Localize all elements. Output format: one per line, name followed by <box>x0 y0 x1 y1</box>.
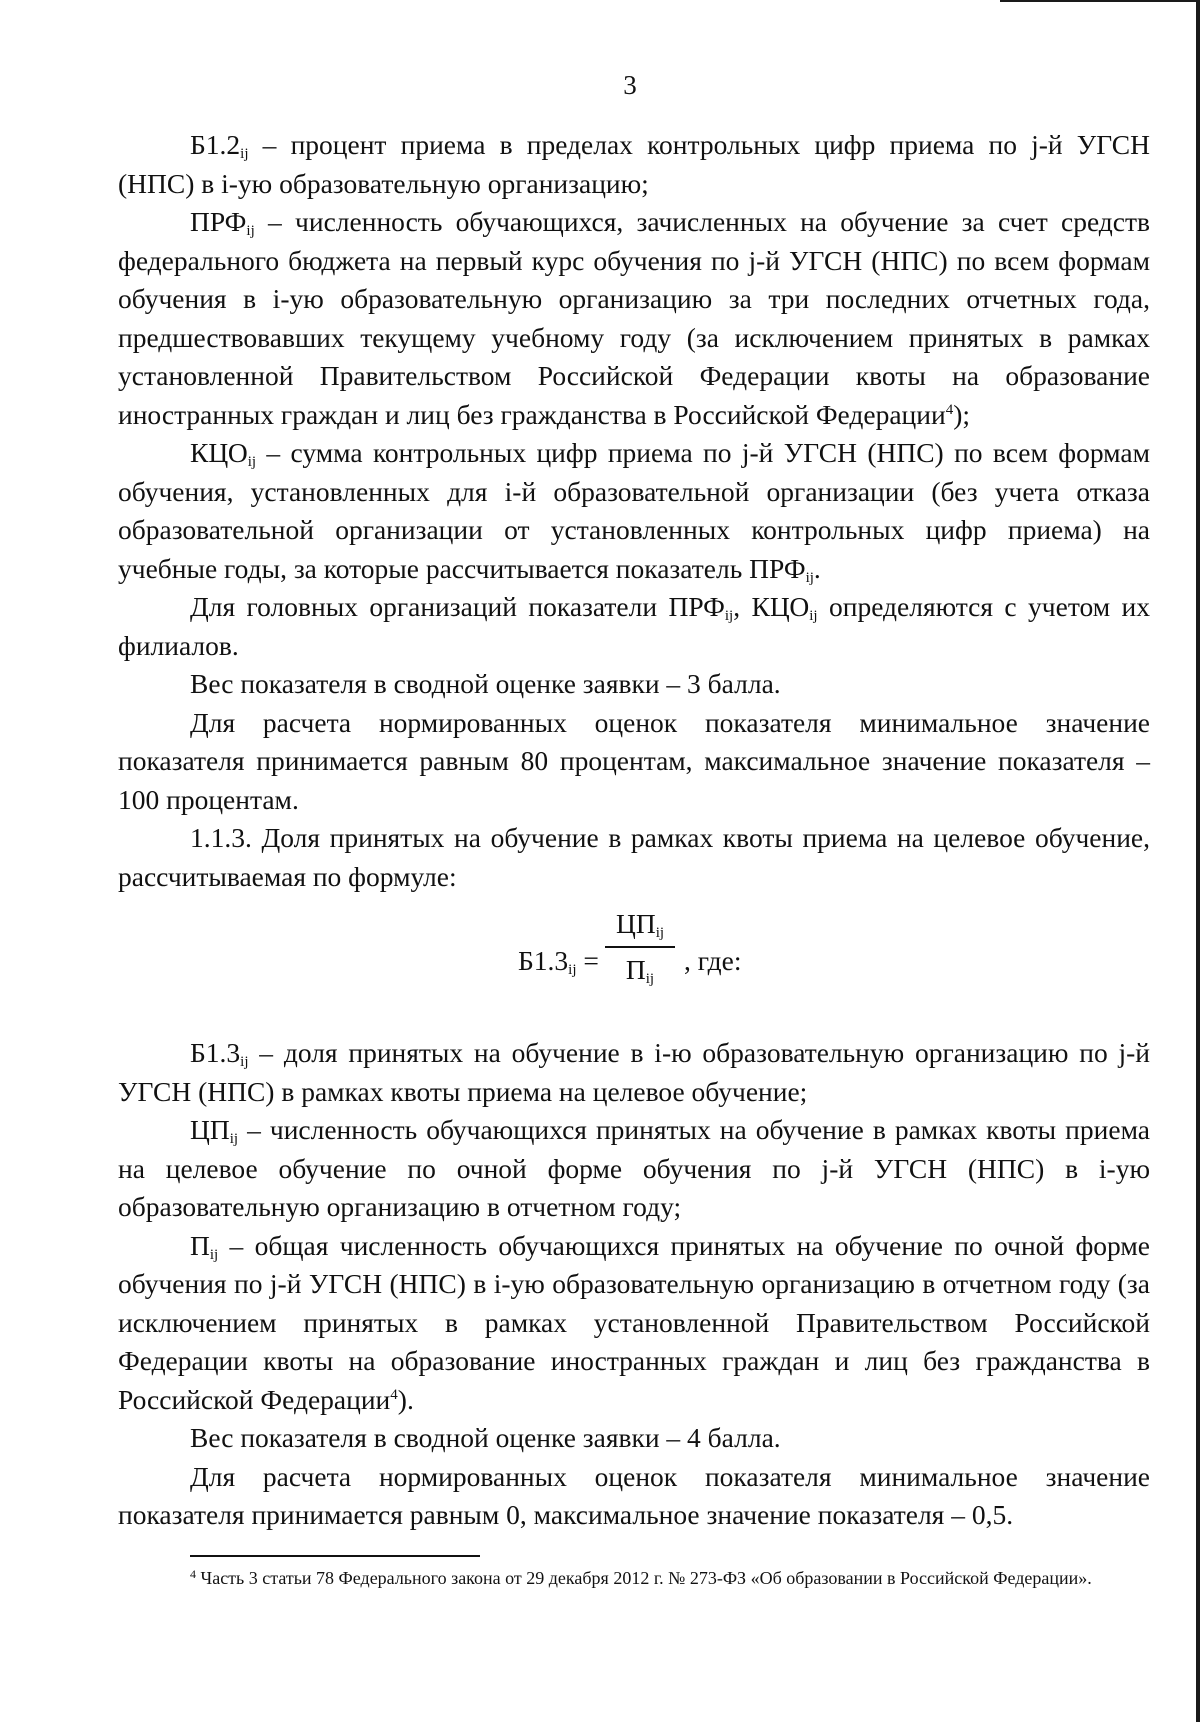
definition-tail: . <box>813 552 821 584</box>
term-p: П <box>190 1229 210 1261</box>
formula-fraction <box>605 906 675 988</box>
footnote-reference: 4 <box>390 1386 398 1403</box>
subscript-ij: ij <box>229 1131 239 1147</box>
paragraph-section-1-1-3: 1.1.3. Доля принятых на обучение в рамках квоты приема на целевое обучение, рассчитываемая по формуле: <box>118 822 1150 892</box>
formula-denominator <box>605 952 675 988</box>
definition-tail: ). <box>397 1383 414 1415</box>
subscript-ij: ij <box>645 971 655 987</box>
definition-text: – численность обучающихся, зачисленных на обучение за счет средств федерального бюджета на первый курс обучения по j-й УГСН (НПС) по всем формам обучения в i-ую образовательную организацию за три последних отчетных года, предшествовавших текущему учебному году (за исключением принятых в рамках установленной Правительством Российской Федерации квоты на образование иностранных граждан и лиц без гражданства в Российской Федерации <box>118 206 1150 430</box>
scan-border-top <box>1000 0 1200 2</box>
term-kco: КЦО <box>190 437 248 468</box>
formula-lhs-term: Б1.3 <box>518 945 569 976</box>
subscript-ij: ij <box>805 569 814 586</box>
subscript-ij: ij <box>246 223 255 239</box>
paragraph-head-organizations <box>118 588 1150 665</box>
paragraph-kco-definition <box>118 434 1150 588</box>
paragraph-cp-definition <box>118 1111 1150 1227</box>
paragraph-normalization-0-0-5: Для расчета нормированных оценок показателя минимальное значение показателя принимается равным 0, максимальное значение показателя – 0,5. <box>118 1460 1150 1530</box>
paragraph-b1-3-definition <box>118 1034 1150 1111</box>
footnote-marker: 4 <box>190 1567 196 1581</box>
subscript-ij: ij <box>247 454 257 470</box>
footnote-text: Часть 3 статьи 78 Федерального закона от 29 декабря 2012 г. № 273-ФЗ «Об образовании в Российской Федерации». <box>196 1568 1092 1588</box>
footnote-reference: 4 <box>945 401 954 418</box>
definition-text: – сумма контрольных цифр приема по j-й УГСН (НПС) по всем формам обучения, установленных для i-й образовательной организации (без учета отказа образовательной организации от установленных контрольных цифр приема) на учебные годы, за которые рассчитывается показатель ПРФ <box>118 437 1150 584</box>
formula-equals-sign: = <box>576 945 599 976</box>
text-segment: определяются с учетом их филиалов. <box>118 591 1150 661</box>
formula-b1-3 <box>118 896 1150 1034</box>
term-b1-3: Б1.3 <box>190 1037 241 1068</box>
subscript-ij: ij <box>209 1246 219 1263</box>
definition-text: – общая численность обучающихся принятых на обучение по очной форме обучения по j-й УГСН (НПС) в i-ую образовательную организацию в отчетном году (за исключением принятых в рамках установленной Правительством Российской Федерации квоты на образование иностранных граждан и лиц без гражданства в Российской Федерации <box>118 1229 1150 1415</box>
term-b1-2: Б1.2 <box>190 129 241 160</box>
formula-suffix: , где: <box>684 945 742 976</box>
fraction-bar <box>605 946 675 948</box>
definition-text: – доля принятых на обучение в i-ю образовательную организацию по j-й УГСН (НПС) в рамках квоты приема на целевое обучение; <box>118 1037 1150 1107</box>
text-segment: Для головных организаций показатели ПРФ <box>190 591 725 622</box>
paragraph-b1-2-definition <box>118 126 1150 203</box>
paragraph-weight-4: Вес показателя в сводной оценке заявки – 4 балла. <box>190 1422 781 1453</box>
term-prf: ПРФ <box>190 206 247 237</box>
subscript-ij: ij <box>240 1054 249 1070</box>
paragraph-weight-3: Вес показателя в сводной оценке заявки – 3 балла. <box>190 668 781 699</box>
definition-tail: ); <box>953 398 970 430</box>
definition-text: – процент приема в пределах контрольных цифр приема по j-й УГСН (НПС) в i-ую образовательную организацию; <box>118 129 1150 199</box>
footnote-separator <box>190 1555 480 1557</box>
footnote-4 <box>118 1566 1128 1591</box>
paragraph-p-definition <box>118 1227 1150 1420</box>
subscript-ij: ij <box>568 962 577 978</box>
formula-numerator <box>605 906 675 942</box>
paragraph-prf-definition <box>118 203 1150 434</box>
definition-text: – численность обучающихся принятых на обучение в рамках квоты приема на целевое обучение по очной форме обучения по j-й УГСН (НПС) в i-ую образовательную организацию в отчетном году; <box>118 1114 1150 1222</box>
document-body <box>118 126 1150 1535</box>
subscript-ij: ij <box>724 608 734 624</box>
text-segment: , КЦО <box>733 591 810 622</box>
subscript-ij: ij <box>809 608 818 624</box>
subscript-ij: ij <box>240 146 249 162</box>
scan-border-right <box>1196 0 1200 1722</box>
page-number: 3 <box>623 70 637 100</box>
term-cp: ЦП <box>190 1114 230 1145</box>
numerator-term: ЦП <box>615 908 656 939</box>
formula-lhs <box>518 942 599 981</box>
denominator-term: П <box>625 954 646 985</box>
subscript-ij: ij <box>655 925 665 941</box>
paragraph-normalization-80-100: Для расчета нормированных оценок показателя минимальное значение показателя принимается равным 80 процентам, максимальное значение показателя – 100 процентам. <box>118 706 1150 815</box>
